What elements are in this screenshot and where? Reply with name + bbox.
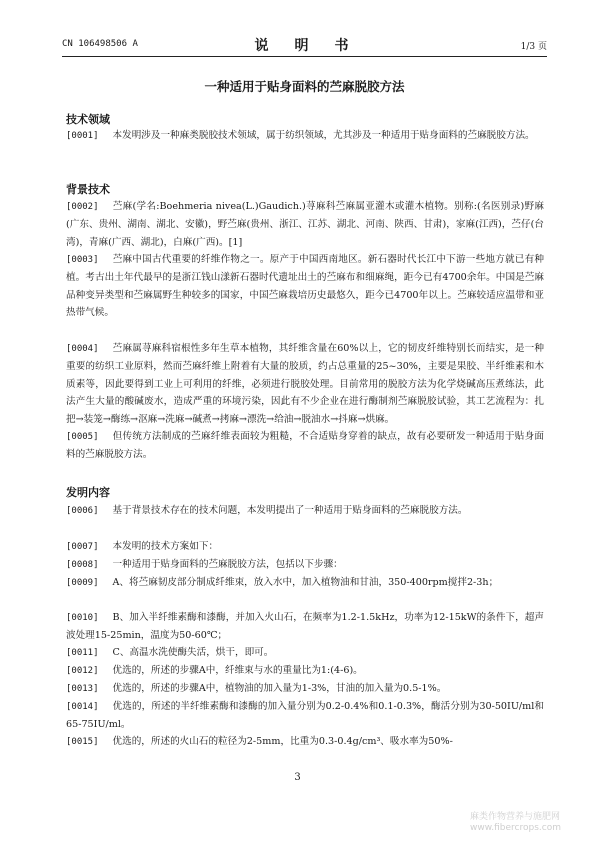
paragraph: [66, 574, 544, 592]
paragraph-number: [0001]: [66, 131, 99, 141]
paragraph-text: 苎麻(学名:Boehmeria nivea(L.)Gaudich.)荨麻科苎麻属亚灌木或灌木植物。别称:(名医别录)野麻(广东、贵州、湖南、湖北、安徽)，野苎麻(贵州、浙江、江苏、湖北、河南、陕西、甘肃)，家麻(江西)，苎仔(台湾)，青麻(广西、湖北)，白麻(广西)。[1]: [66, 201, 544, 248]
paragraph: [66, 502, 544, 520]
paragraph-text: 一种适用于贴身面料的苎麻脱胶方法，包括以下步骤：: [112, 559, 343, 570]
page-header: [62, 33, 547, 53]
section-heading-background: 背景技术: [66, 183, 110, 196]
paragraph-text: 优选的，所述的半纤维素酶和漆酶的加入量分别为0.2-0.4%和0.1-0.3%，酶活分别为30-50IU/ml和65-75IU/ml。: [66, 701, 544, 731]
page-count: 1/3 页: [520, 42, 547, 52]
paragraph-text: B、加入半纤维素酶和漆酶，并加入火山石，在频率为1.2-1.5kHz，功率为12-15kW的条件下，超声波处理15-25min，温度为50-60℃；: [66, 612, 544, 642]
paragraph-number: [0014]: [66, 702, 99, 712]
watermark: 麻类作物营养与施肥网 www.fibercrops.com: [470, 812, 561, 833]
paragraph-number: [0012]: [66, 666, 99, 676]
paragraph: [66, 733, 544, 751]
paragraph-text: 本发明涉及一种麻类脱胶技术领域，属于纺织领域，尤其涉及一种适用于贴身面料的苎麻脱胶方法。: [112, 130, 535, 141]
paragraph-number: [0013]: [66, 684, 99, 694]
paragraph-text: 基于背景技术存在的技术问题，本发明提出了一种适用于贴身面料的苎麻脱胶方法。: [112, 505, 468, 516]
paragraph-number: [0003]: [66, 255, 99, 265]
paragraph: [66, 662, 544, 680]
paragraph-text: 优选的，所述的步骤A中，植物油的加入量为1-3%，甘油的加入量为0.5-1%。: [112, 683, 447, 694]
paragraph-number: [0015]: [66, 737, 99, 747]
paragraph: [66, 644, 544, 662]
paragraph: [66, 251, 544, 322]
paragraph-number: [0005]: [66, 432, 99, 442]
paragraph-text: C、高温水洗使酶失活，烘干，即可。: [112, 647, 274, 658]
paragraph-number: [0002]: [66, 202, 99, 212]
paragraph: [66, 609, 544, 645]
publication-number: CN 106498506 A: [62, 39, 138, 49]
paragraph: [66, 698, 544, 734]
paragraph: [66, 198, 544, 251]
paragraph: [66, 538, 544, 556]
paragraph-text: 苎麻属荨麻科宿根性多年生草本植物，其纤维含量在60%以上，它的韧皮纤维特别长而结实，是一种重要的纺织工业原料，然而苎麻纤维上附着有大量的胶质，约占总重量的25~30%，主要是果胶、半纤维素和木质素等，因此要得到工业上可利用的纤维，必须进行脱胶处理。目前常用的脱胶方法为化学烧碱高压煮练法，此法产生大量的酸碱废水，造成严重的环境污染，因此有不少企业在进行酶制剂苎麻脱胶试验，其工艺流程为：扎把→装笼→酶练→沤麻→洗麻→碱煮→拷麻→漂洗→给油→脱油水→抖麻→烘麻。: [66, 343, 544, 425]
paragraph-number: [0010]: [66, 613, 99, 623]
paragraph-number: [0011]: [66, 648, 99, 658]
paragraph-number: [0008]: [66, 560, 99, 570]
section-heading-tech-field: 技术领域: [66, 113, 110, 126]
paragraph: [66, 556, 544, 574]
paragraph-text: 苎麻中国古代重要的纤维作物之一。原产于中国西南地区。新石器时代长江中下游一些地方就已有种植。考古出土年代最早的是浙江钱山漾新石器时代遗址出土的苎麻布和细麻绳，距今已有4700余年。中国是苎麻品种变异类型和苎麻属野生种较多的国家，中国苎麻栽培历史最悠久，距今已4700年以上。苎麻较适应温带和亚热带气候。: [66, 254, 544, 319]
document-type: 说 明 书: [254, 38, 355, 54]
paragraph: [66, 340, 544, 428]
page-number: 3: [294, 772, 301, 783]
paragraph: [66, 680, 544, 698]
paragraph-number: [0009]: [66, 578, 99, 588]
document-title: 一种适用于贴身面料的苎麻脱胶方法: [204, 79, 405, 94]
paragraph-number: [0006]: [66, 506, 99, 516]
paragraph: [66, 127, 544, 145]
paragraph-text: 优选的，所述的步骤A中，纤维束与水的重量比为1:(4-6)。: [112, 665, 363, 676]
paragraph-number: [0007]: [66, 542, 99, 552]
paragraph-number: [0004]: [66, 344, 99, 354]
header-rule: [62, 56, 547, 57]
paragraph: [66, 428, 544, 464]
section-heading-content: 发明内容: [66, 486, 110, 499]
paragraph-text: 但传统方法制成的苎麻纤维表面较为粗糙，不合适贴身穿着的缺点，故有必要研发一种适用于贴身面料的苎麻脱胶方法。: [66, 431, 544, 461]
paragraph-text: A、将苎麻韧皮部分制成纤维束，放入水中，加入植物油和甘油，350-400rpm搅拌2-3h；: [112, 577, 499, 588]
paragraph-text: 优选的，所述的火山石的粒径为2-5mm，比重为0.3-0.4g/cm³、吸水率为50%-: [112, 736, 453, 747]
paragraph-text: 本发明的技术方案如下：: [112, 541, 219, 552]
